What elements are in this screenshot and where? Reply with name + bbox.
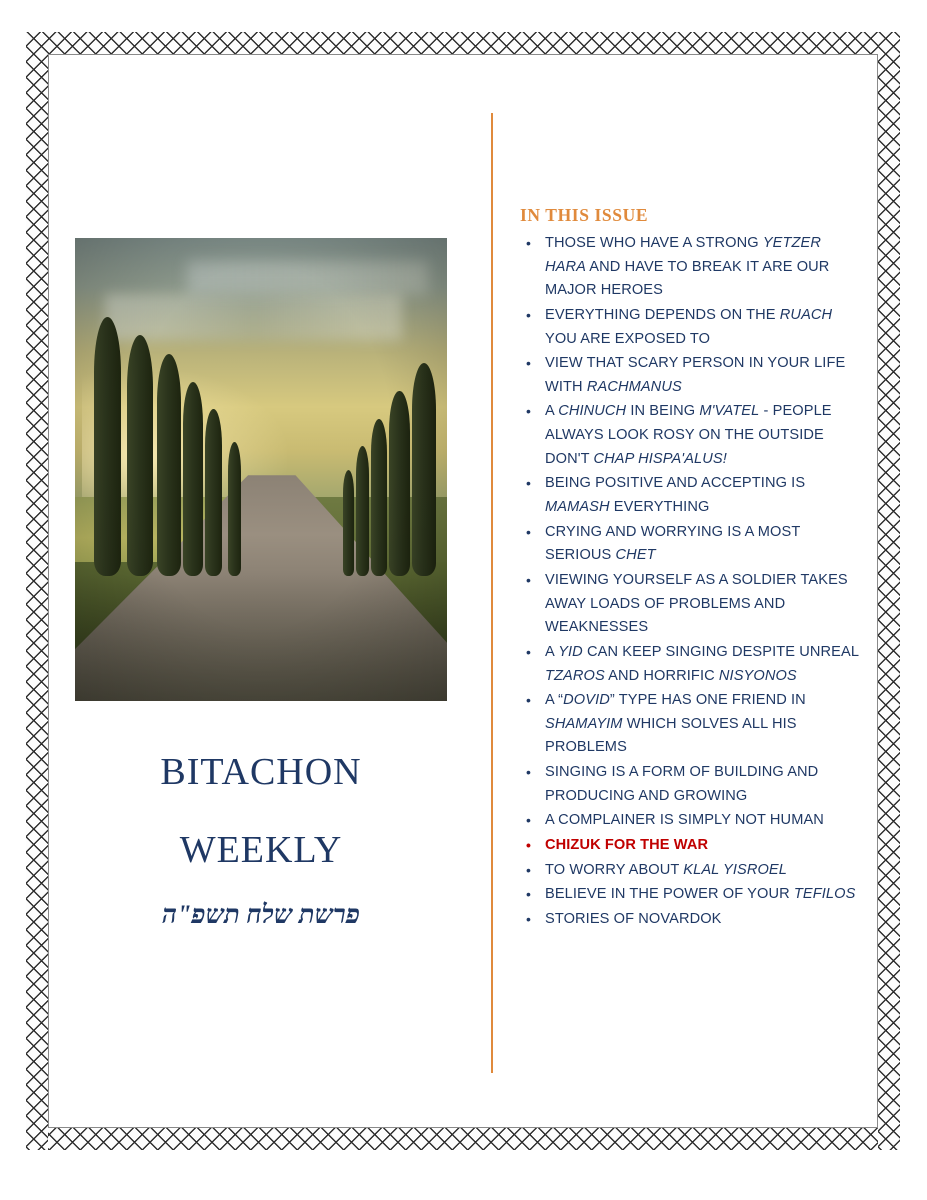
toc-item-label: TO WORRY ABOUT KLAL YISROEL [545,861,787,878]
toc-item-label: VIEWING YOURSELF AS A SOLDIER TAKES AWAY LOADS OF PROBLEMS AND WEAKNESSES [545,571,848,636]
bullet-icon: • [526,571,532,588]
column-divider [491,113,493,1073]
toc-item-label: SINGING IS A FORM OF BUILDING AND PRODUCING AND GROWING [545,764,819,804]
bullet-icon: • [526,523,532,540]
table-of-contents [520,232,860,932]
toc-item-label: EVERYTHING DEPENDS ON THE RUACH YOU ARE EXPOSED TO [545,306,833,347]
toc-item-label: CHIZUK FOR THE WAR [545,837,709,854]
toc-item [520,304,860,351]
bullet-icon: • [526,235,532,251]
toc-item-label: A CHINUCH IN BEING M'VATEL - PEOPLE ALWAYS LOOK ROSY ON THE OUTSIDE DON'T CHAP HISPA'ALUS! [545,403,832,467]
right-column [520,205,860,933]
toc-item [520,761,860,808]
decorative-border-bottom [26,1128,900,1150]
toc-item-label: STORIES OF NOVARDOK [545,910,722,927]
toc-item-label: A “DOVID” TYPE HAS ONE FRIEND IN SHAMAYIM WHICH SOLVES ALL HIS PROBLEMS [545,692,806,756]
bullet-icon: • [526,764,532,781]
toc-item-label: BELIEVE IN THE POWER OF YOUR TEFILOS [545,886,856,903]
toc-item [520,689,860,760]
bullet-icon: • [526,306,532,323]
toc-item [520,521,860,568]
bullet-icon: • [526,837,532,854]
bullet-icon: • [526,886,532,903]
toc-item [520,908,860,932]
decorative-border-left [26,32,48,1150]
toc-item [520,883,860,907]
decorative-border-top [26,32,900,54]
bullet-icon: • [526,861,532,878]
toc-item [520,834,860,858]
toc-item [520,859,860,883]
decorative-border-right [878,32,900,1150]
toc-item-label: BEING POSITIVE AND ACCEPTING IS MAMASH EVERYTHING [545,475,806,516]
left-column [75,238,447,930]
toc-item [520,232,860,303]
publication-title-line2: weekly [179,814,343,875]
toc-item [520,809,860,833]
parsha-subtitle: פרשת שלח תשפ"ה [162,899,360,929]
bullet-icon: • [526,643,532,660]
photo-vignette [75,238,447,701]
bullet-icon: • [526,910,532,927]
toc-item-label: THOSE WHO HAVE A STRONG YETZER HARA AND HAVE TO BREAK IT ARE OUR MAJOR HEROES [545,235,830,299]
in-this-issue-heading: IN THIS ISSUE [520,205,649,225]
toc-item-label: VIEW THAT SCARY PERSON IN YOUR LIFE WITH RACHMANUS [545,355,846,395]
cover-photo [75,238,447,701]
bullet-icon: • [526,692,532,709]
toc-item-label: A YID CAN KEEP SINGING DESPITE UNREAL TZAROS AND HORRIFIC NISYONOS [545,643,859,684]
bullet-icon: • [526,475,532,492]
toc-item [520,472,860,519]
toc-item-label: CRYING AND WORRYING IS A MOST SERIOUS CHET [545,523,801,564]
publication-title [75,727,447,884]
bullet-icon: • [526,403,532,420]
toc-item [520,569,860,640]
publication-title-line1: bitachon [160,736,362,796]
toc-item [520,352,860,399]
bullet-icon: • [526,812,532,829]
toc-item-label: A COMPLAINER IS SIMPLY NOT HUMAN [545,812,824,829]
toc-item [520,641,860,688]
bullet-icon: • [526,355,532,372]
toc-item [520,400,860,471]
